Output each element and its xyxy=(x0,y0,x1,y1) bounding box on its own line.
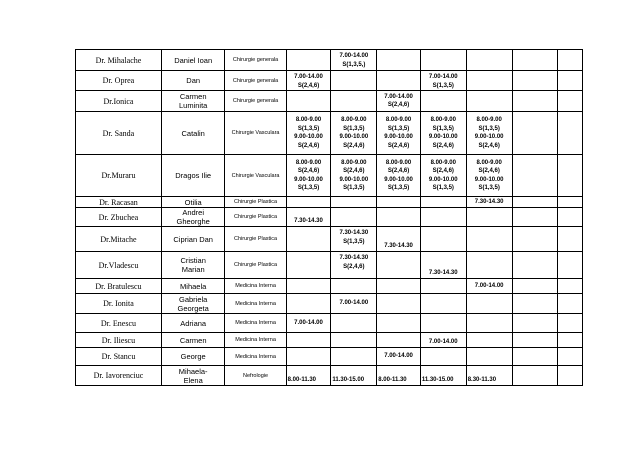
schedule-slot xyxy=(512,71,558,91)
schedule-slot xyxy=(331,50,377,71)
slot-line: S(1,3,5) xyxy=(343,125,365,132)
first-name xyxy=(161,208,225,227)
first-name-line: Adriana xyxy=(180,318,207,328)
slot-line: S(2,4,6) xyxy=(343,263,365,270)
schedule-slot xyxy=(512,366,558,386)
schedule-slot xyxy=(512,279,558,294)
slot-line: S(2,4,6) xyxy=(387,102,410,108)
schedule-slot xyxy=(558,279,583,294)
first-name-line: Otilia xyxy=(184,197,202,207)
specialty: Medicina Interna xyxy=(225,279,286,294)
schedule-slot xyxy=(331,252,377,279)
first-name xyxy=(161,112,225,155)
slot-line: S(2,4,6) xyxy=(297,82,320,89)
slot-line: 11.30-15.00 xyxy=(421,376,454,383)
slot-line: S(2,4,6) xyxy=(343,168,365,174)
slot-line: 9.00-10.00 xyxy=(384,134,413,140)
schedule-slot xyxy=(558,155,583,197)
schedule-slot xyxy=(286,314,331,333)
schedule-slot xyxy=(286,366,331,386)
slot-line: 8.00-9.00 xyxy=(295,159,322,166)
first-name xyxy=(161,71,225,91)
schedule-slot xyxy=(420,91,466,112)
schedule-slot xyxy=(377,91,421,112)
schedule-slot xyxy=(558,50,583,71)
schedule-slot xyxy=(331,279,377,294)
slot-line: 8.00-9.00 xyxy=(476,159,502,166)
doctor-name: Dr.Vladescu xyxy=(76,252,162,279)
first-name-line: Marian xyxy=(181,265,205,274)
schedule-slot xyxy=(558,112,583,155)
slot-line: S(1,3,5) xyxy=(478,125,500,132)
specialty: Chirurgie Plastica xyxy=(225,208,286,227)
slot-line: S(1,3,5) xyxy=(343,238,365,245)
first-name xyxy=(161,366,225,386)
schedule-slot xyxy=(420,208,466,227)
slot-line: S(1,3,5) xyxy=(297,125,320,132)
slot-line: S(1,3,5) xyxy=(387,185,410,191)
schedule-slot xyxy=(558,71,583,91)
slot-line: 8.00-9.00 xyxy=(385,117,412,123)
schedule-slot xyxy=(420,279,466,294)
specialty: Chirurgie generala xyxy=(225,71,286,91)
doctor-name: Dr. Enescu xyxy=(76,314,162,333)
schedule-slot xyxy=(286,333,331,348)
schedule-slot xyxy=(331,314,377,333)
schedule-slot xyxy=(512,155,558,197)
first-name xyxy=(161,314,225,333)
specialty: Chirurgie Vasculara xyxy=(225,112,286,155)
schedule-slot xyxy=(286,294,331,314)
slot-line: 7.00-14.00 xyxy=(474,282,504,289)
schedule-slot xyxy=(466,348,512,366)
slot-line: 9.00-10.00 xyxy=(384,176,413,183)
schedule-slot xyxy=(466,333,512,348)
slot-line: 9.00-10.00 xyxy=(339,134,369,140)
slot-line: 8.00-9.00 xyxy=(430,159,456,166)
doctor-name: Dr.Ionica xyxy=(76,91,162,112)
schedule-slot xyxy=(466,366,512,386)
doctor-name: Dr.Muraru xyxy=(76,155,162,197)
doctor-name: Dr. Ionita xyxy=(76,294,162,314)
first-name-line: Daniel Ioan xyxy=(174,55,213,65)
schedule-slot xyxy=(377,348,421,366)
slot-line: S(2,4,6) xyxy=(343,142,365,149)
schedule-slot xyxy=(331,112,377,155)
table-row xyxy=(76,227,608,252)
slot-line: 11.30-15.00 xyxy=(332,376,365,383)
specialty: Medicina Interna xyxy=(225,333,286,348)
schedule-slot xyxy=(466,252,512,279)
schedule-slot xyxy=(558,314,583,333)
slot-line: 9.00-10.00 xyxy=(474,176,504,183)
schedule-slot xyxy=(466,112,512,155)
table-row xyxy=(76,155,608,197)
slot-line: S(1,3,5) xyxy=(432,125,454,132)
schedule-slot xyxy=(512,252,558,279)
schedule-slot xyxy=(377,50,421,71)
schedule-slot xyxy=(512,314,558,333)
slot-line: 8.00-9.00 xyxy=(341,117,367,123)
slot-line: 7.00-14.00 xyxy=(294,74,323,80)
slot-line: 8.00-9.00 xyxy=(476,117,502,123)
first-name-line: Ciprian Dan xyxy=(173,234,213,244)
schedule-slot xyxy=(331,227,377,252)
slot-line: S(1,3,5,) xyxy=(342,61,366,68)
specialty: Chirurgie Vasculara xyxy=(225,155,286,197)
slot-line: 7.30-14.30 xyxy=(339,255,369,261)
schedule-slot xyxy=(331,91,377,112)
schedule-slot xyxy=(512,91,558,112)
slot-line: S(1,3,5) xyxy=(297,185,320,191)
slot-line: 9.00-10.00 xyxy=(474,134,504,140)
first-name xyxy=(161,50,225,71)
table-row xyxy=(76,208,608,227)
schedule-slot xyxy=(286,252,331,279)
schedule-slot xyxy=(420,348,466,366)
first-name-line: Dan xyxy=(186,76,201,85)
doctor-name: Dr. Mihalache xyxy=(76,50,162,71)
specialty: Chirurgie Plastica xyxy=(225,197,286,208)
first-name-line: Catalin xyxy=(181,128,205,138)
schedule-slot xyxy=(466,155,512,197)
schedule-slot xyxy=(420,227,466,252)
specialty: Medicina Interna xyxy=(225,314,286,333)
first-name xyxy=(161,348,225,366)
schedule-slot xyxy=(377,112,421,155)
slot-line: 8.00-9.00 xyxy=(341,159,367,166)
slot-line: S(2,4,6) xyxy=(432,168,454,174)
schedule-slot xyxy=(466,50,512,71)
schedule-slot xyxy=(420,252,466,279)
schedule-slot xyxy=(558,333,583,348)
slot-line: 7.00-14.00 xyxy=(384,93,413,100)
schedule-slot xyxy=(286,197,331,208)
table-row xyxy=(76,333,608,348)
first-name-line: Mihaela- xyxy=(178,366,208,376)
doctor-name: Dr. Stancu xyxy=(76,348,162,366)
slot-line: 9.00-10.00 xyxy=(294,176,323,183)
slot-line: 7.30-14.30 xyxy=(294,217,323,224)
schedule-slot xyxy=(558,348,583,366)
slot-line: S(2,4,6) xyxy=(478,168,500,174)
specialty: Chirurgie Plastica xyxy=(225,227,286,252)
slot-line: 7.00-14.00 xyxy=(428,338,458,345)
first-name-line: Georgeta xyxy=(177,303,209,313)
first-name-line: Luminita xyxy=(179,101,208,110)
first-name xyxy=(161,333,225,348)
first-name xyxy=(161,197,225,208)
table-row xyxy=(76,71,608,91)
first-name xyxy=(161,155,225,197)
schedule-slot xyxy=(331,71,377,91)
schedule-slot xyxy=(466,208,512,227)
schedule-slot xyxy=(512,227,558,252)
slot-line: 9.00-10.00 xyxy=(339,176,369,183)
schedule-slot xyxy=(558,294,583,314)
first-name-line: Carmen xyxy=(179,92,207,101)
slot-line: 8.30-11.30 xyxy=(467,376,497,383)
schedule-slot xyxy=(286,348,331,366)
specialty: Chirurgie generala xyxy=(225,50,286,71)
table-row xyxy=(76,112,608,155)
slot-line: 7.30-14.30 xyxy=(428,269,458,276)
schedule-slot xyxy=(377,294,421,314)
schedule-slot xyxy=(512,294,558,314)
first-name-line: Cristian xyxy=(180,256,206,265)
doctor-name: Dr. Oprea xyxy=(76,71,162,91)
slot-line: 9.00-10.00 xyxy=(294,134,323,140)
slot-line: 7.30-14.30 xyxy=(384,242,413,249)
schedule-slot xyxy=(377,279,421,294)
slot-line: S(1,3,5) xyxy=(432,185,454,191)
schedule-slot xyxy=(286,112,331,155)
schedule-slot xyxy=(512,112,558,155)
schedule-slot xyxy=(331,208,377,227)
schedule-slot xyxy=(286,50,331,71)
specialty: Chirurgie generala xyxy=(225,91,286,112)
schedule-slot xyxy=(377,208,421,227)
schedule-slot xyxy=(558,227,583,252)
slot-line: 7.00-14.00 xyxy=(339,53,369,59)
doctor-name: Dr.Mitache xyxy=(76,227,162,252)
doctor-name: Dr. Iliescu xyxy=(76,333,162,348)
schedule-slot xyxy=(512,197,558,208)
schedule-slot xyxy=(420,50,466,71)
slot-line: S(1,3,5) xyxy=(478,185,500,191)
schedule-slot xyxy=(377,252,421,279)
schedule-slot xyxy=(331,348,377,366)
first-name xyxy=(161,91,225,112)
doctor-name: Dr. Zbuchea xyxy=(76,208,162,227)
schedule-slot xyxy=(420,314,466,333)
first-name xyxy=(161,279,225,294)
schedule-slot xyxy=(466,314,512,333)
first-name-line: Dragos Ilie xyxy=(175,171,212,180)
schedule-slot xyxy=(420,294,466,314)
table-row xyxy=(76,50,608,71)
schedule-slot xyxy=(420,197,466,208)
slot-line: S(2,4,6) xyxy=(297,168,320,174)
slot-line: 7.00-14.00 xyxy=(339,300,369,307)
schedule-slot xyxy=(286,155,331,197)
first-name xyxy=(161,252,225,279)
slot-line: 7.30-14.30 xyxy=(339,230,369,236)
schedule-slot xyxy=(512,348,558,366)
schedule-table xyxy=(75,49,608,386)
schedule-slot xyxy=(377,197,421,208)
schedule-slot xyxy=(466,197,512,208)
schedule-slot xyxy=(512,333,558,348)
schedule-slot xyxy=(377,227,421,252)
slot-line: 8.00-9.00 xyxy=(385,159,412,166)
schedule-slot xyxy=(558,366,583,386)
schedule-slot xyxy=(377,333,421,348)
slot-line: S(1,3,5) xyxy=(387,125,410,132)
table-row xyxy=(76,279,608,294)
table-row xyxy=(76,252,608,279)
slot-line: 7.00-14.00 xyxy=(428,74,458,80)
schedule-slot xyxy=(512,208,558,227)
slot-line: 9.00-10.00 xyxy=(428,176,458,183)
first-name xyxy=(161,294,225,314)
table-row xyxy=(76,366,608,386)
slot-line: 7.00-14.00 xyxy=(294,319,323,326)
slot-line: 7.00-14.00 xyxy=(384,353,413,360)
slot-line: 8.00-9.00 xyxy=(430,117,456,123)
slot-line: 9.00-10.00 xyxy=(428,134,458,140)
slot-line: S(2,4,6) xyxy=(297,142,320,149)
doctor-name: Dr. Bratulescu xyxy=(76,279,162,294)
schedule-slot xyxy=(466,294,512,314)
table-row xyxy=(76,197,608,208)
doctor-name: Dr. Sanda xyxy=(76,112,162,155)
table-row xyxy=(76,348,608,366)
schedule-slot xyxy=(420,333,466,348)
specialty: Chirurgie Plastica xyxy=(225,252,286,279)
doctor-name: Dr. Iavorenciuc xyxy=(76,366,162,386)
specialty: Medicina Interna xyxy=(225,348,286,366)
schedule-slot xyxy=(466,279,512,294)
slot-line: 7.30-14.30 xyxy=(474,198,504,205)
schedule-slot xyxy=(286,208,331,227)
schedule-slot xyxy=(331,155,377,197)
table-row xyxy=(76,91,608,112)
schedule-slot xyxy=(512,50,558,71)
schedule-slot xyxy=(377,155,421,197)
schedule-slot xyxy=(558,197,583,208)
schedule-slot xyxy=(286,279,331,294)
slot-line: S(2,4,6) xyxy=(432,142,454,149)
schedule-slot xyxy=(420,155,466,197)
first-name xyxy=(161,227,225,252)
schedule-slot xyxy=(331,294,377,314)
slot-line: S(1,3,5) xyxy=(343,185,365,191)
schedule-slot xyxy=(558,252,583,279)
schedule-slot xyxy=(377,314,421,333)
slot-line: S(2,4,6) xyxy=(387,168,410,174)
slot-line: S(2,4,6) xyxy=(387,142,410,149)
schedule-slot xyxy=(286,71,331,91)
slot-line: S(1,3,5) xyxy=(432,82,454,89)
first-name-line: Elena xyxy=(183,375,203,385)
slot-line: 8.00-11.30 xyxy=(287,376,317,383)
schedule-slot xyxy=(466,91,512,112)
schedule-slot xyxy=(466,227,512,252)
first-name-line: Gabriela xyxy=(179,294,208,304)
schedule-slot xyxy=(331,333,377,348)
first-name-line: Carmen xyxy=(179,335,207,345)
schedule-slot xyxy=(420,112,466,155)
schedule-slot xyxy=(331,366,377,386)
first-name-line: Andrei xyxy=(182,208,205,217)
table-row xyxy=(76,314,608,333)
schedule-slot xyxy=(377,366,421,386)
first-name-line: Mihaela xyxy=(180,281,207,291)
schedule-slot xyxy=(331,197,377,208)
schedule-slot xyxy=(420,71,466,91)
schedule-slot xyxy=(377,71,421,91)
slot-line: S(2,4,6) xyxy=(478,142,500,149)
doctor-name: Dr. Racasan xyxy=(76,197,162,208)
schedule-slot xyxy=(558,91,583,112)
first-name-line: Gheorghe xyxy=(176,217,210,226)
schedule-slot xyxy=(558,208,583,227)
first-name-line: George xyxy=(180,352,206,361)
schedule-slot xyxy=(466,71,512,91)
schedule-slot xyxy=(420,366,466,386)
schedule-slot xyxy=(286,227,331,252)
table-row xyxy=(76,294,608,314)
specialty: Nefrologie xyxy=(225,366,286,386)
slot-line: 8.00-9.00 xyxy=(295,117,322,123)
schedule-slot xyxy=(286,91,331,112)
slot-line: 8.00-11.30 xyxy=(378,376,407,383)
specialty: Medicina Interna xyxy=(225,294,286,314)
